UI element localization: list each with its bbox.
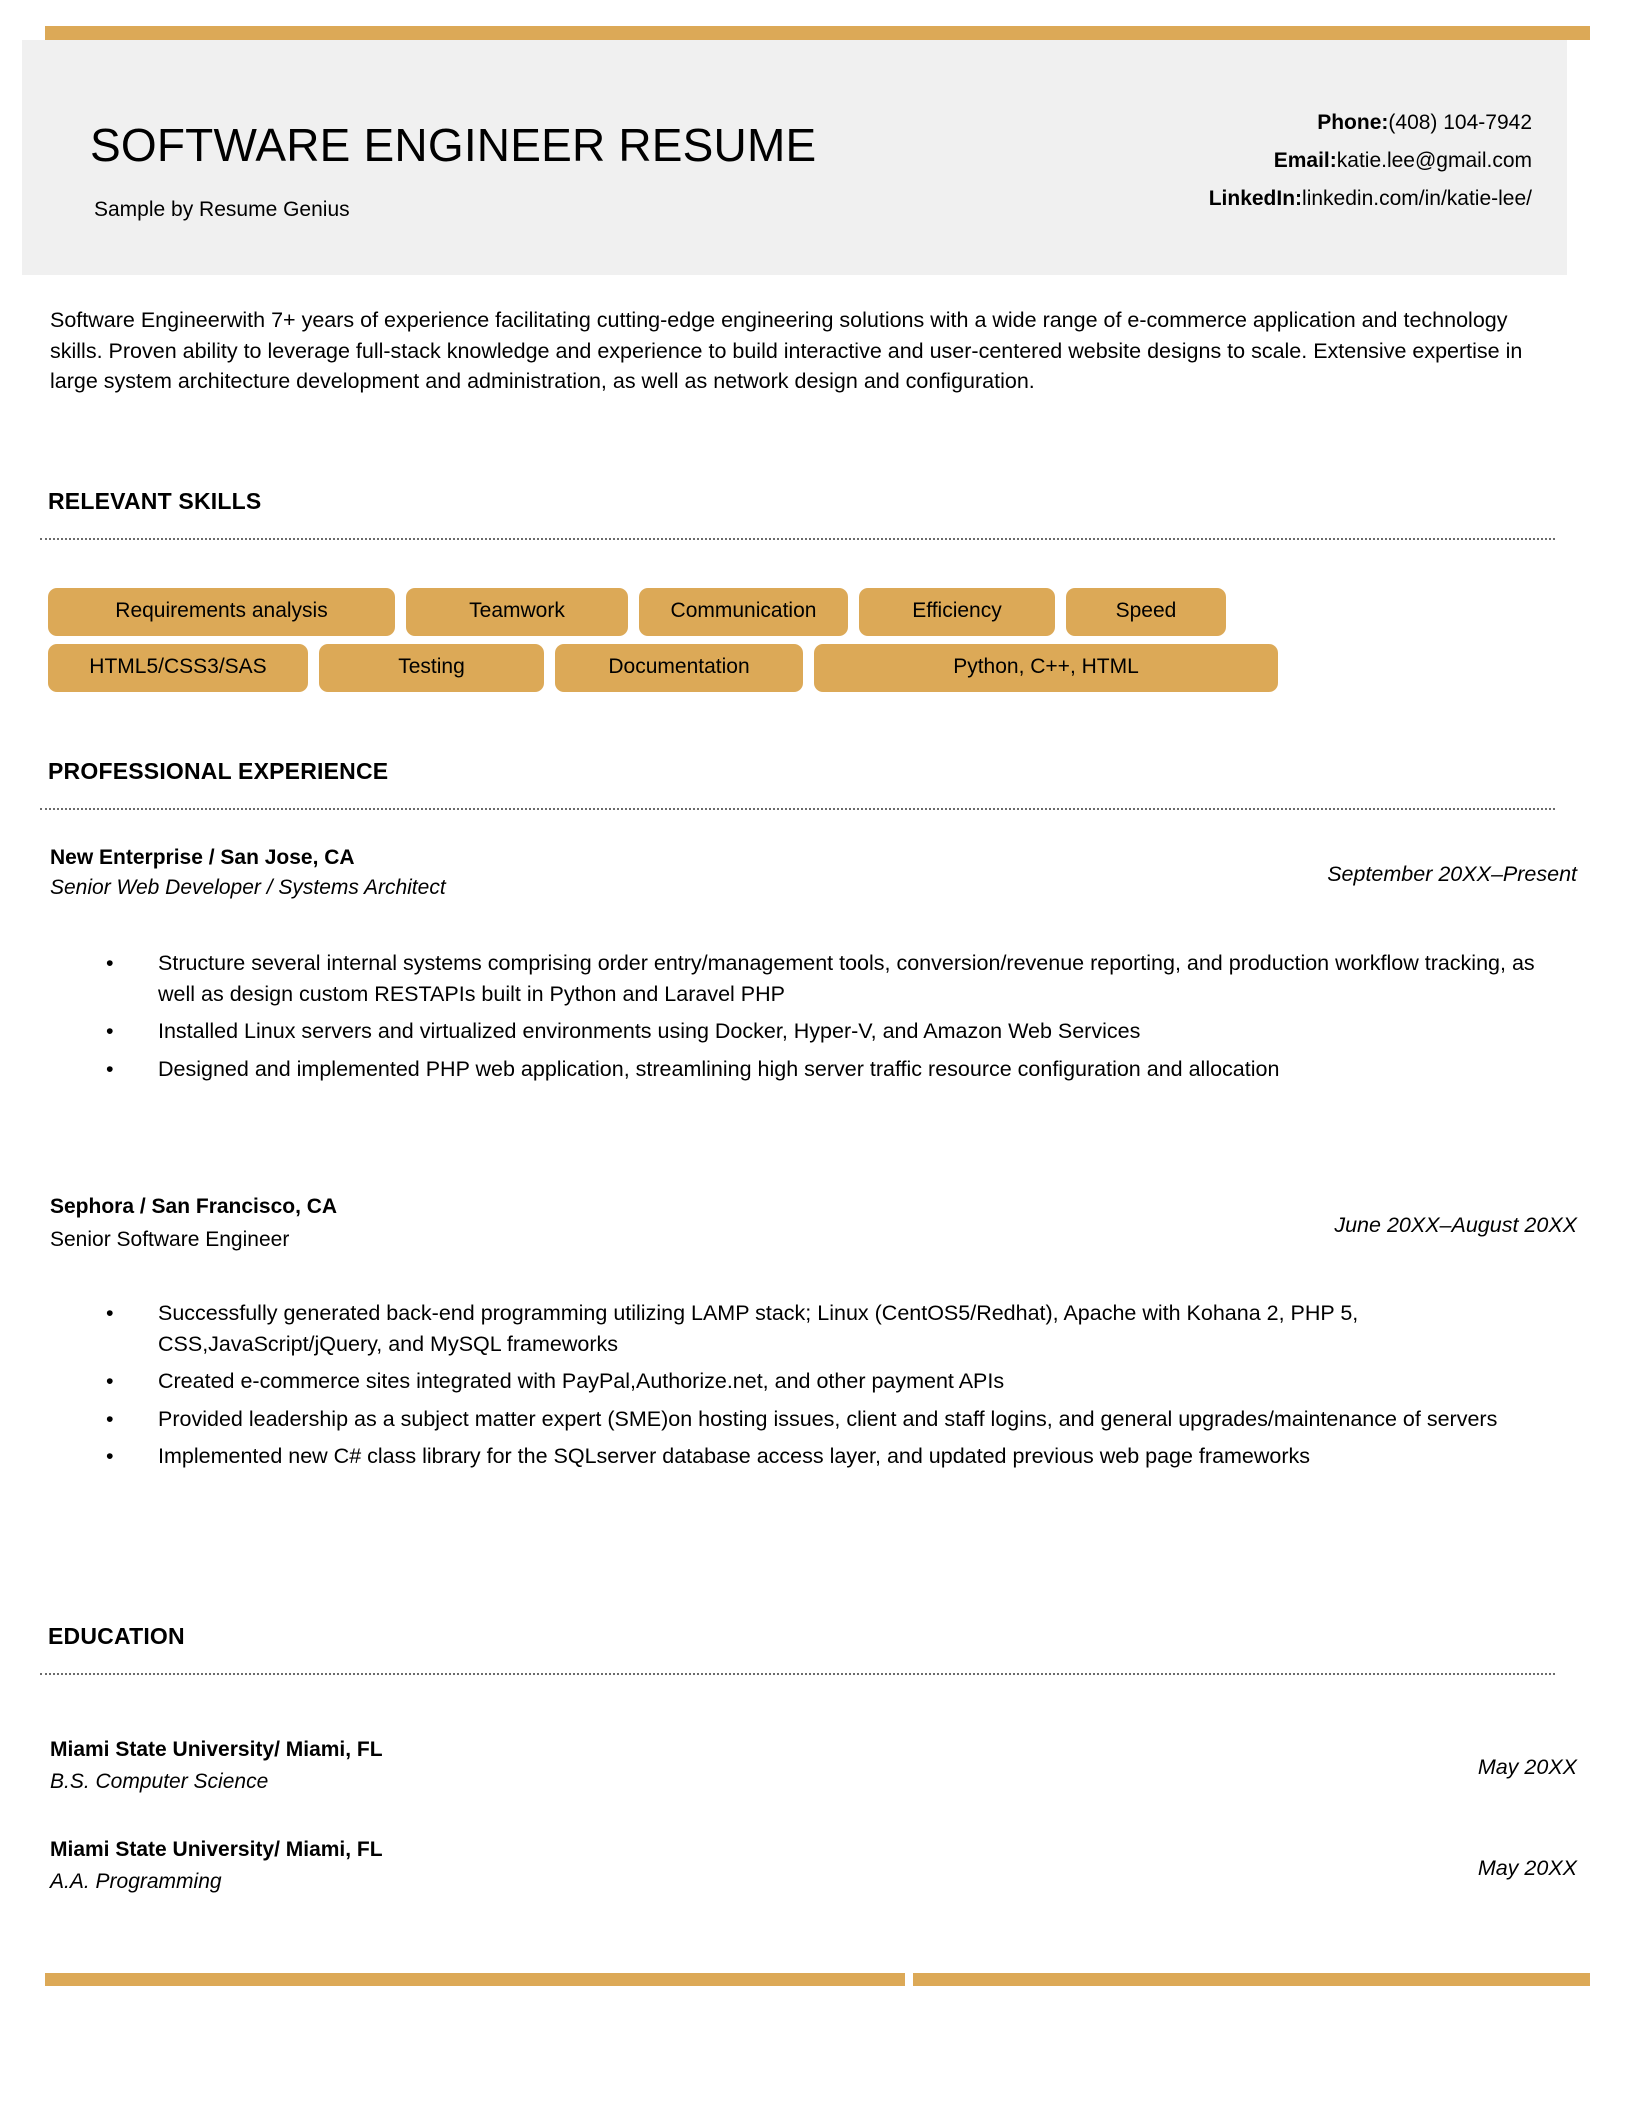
contact-email[interactable] xyxy=(1209,150,1532,171)
section-heading-experience: PROFESSIONAL EXPERIENCE xyxy=(48,758,389,784)
skill-pill[interactable]: Python, C++, HTML xyxy=(814,644,1278,692)
list-item xyxy=(100,948,1555,1010)
contact-email-label: Email: xyxy=(1273,149,1337,172)
list-item-text: Provided leadership as a subject matter expert (SME)on hosting issues, client and staff logins, and general upgrades/maintenance of servers xyxy=(158,1406,1498,1431)
experience-role: Senior Software Engineer xyxy=(50,1228,290,1251)
list-item xyxy=(100,1016,1555,1047)
contact-phone xyxy=(1209,112,1532,133)
education-school: Miami State University/ Miami, FL xyxy=(50,1838,383,1861)
experience-date: September 20XX–Present xyxy=(1327,862,1577,886)
bullet-icon: • xyxy=(106,1019,114,1044)
divider-education xyxy=(40,1673,1555,1675)
list-item xyxy=(100,1441,1555,1472)
header-subtitle: Sample by Resume Genius xyxy=(94,198,350,221)
bullet-icon: • xyxy=(106,1301,114,1325)
contact-phone-label: Phone: xyxy=(1317,111,1389,134)
experience-role: Senior Web Developer / Systems Architect xyxy=(50,876,446,899)
professional-summary: Software Engineerwith 7+ years of experience facilitating cutting-edge engineering solutions with a wide range of e-commerce application and technology skills. Proven ability to leverage full-stack knowledge and experience to build interactive and user-centered website designs to scale. Extensive expertise in large system architecture development and administration, as well as network design and configuration. xyxy=(50,308,1523,394)
education-school: Miami State University/ Miami, FL xyxy=(50,1738,383,1761)
bottom-accent-bar-gap xyxy=(905,1973,913,1986)
experience-bullets xyxy=(100,1298,1555,1478)
experience-bullets xyxy=(100,948,1555,1091)
skill-pill[interactable]: HTML5/CSS3/SAS xyxy=(48,644,308,692)
experience-company: Sephora / San Francisco, CA xyxy=(50,1195,338,1218)
list-item-text: Successfully generated back-end programming utilizing LAMP stack; Linux (CentOS5/Redhat), Apache with Kohana 2, PHP 5, CSS,JavaScript/jQuery, and MySQL frameworks xyxy=(158,1301,1359,1357)
divider-experience xyxy=(40,808,1555,810)
list-item-text: Implemented new C# class library for the SQLserver database access layer, and updated previous web page frameworks xyxy=(158,1443,1311,1468)
skill-pill[interactable]: Requirements analysis xyxy=(48,588,395,636)
section-heading-education: EDUCATION xyxy=(48,1623,185,1649)
list-item-text: Installed Linux servers and virtualized environments using Docker, Hyper-V, and Amazon Web Services xyxy=(158,1019,1141,1044)
page-title: SOFTWARE ENGINEER RESUME xyxy=(90,119,817,171)
section-heading-skills: RELEVANT SKILLS xyxy=(48,488,262,514)
bullet-icon: • xyxy=(106,1369,114,1394)
skills-row-1 xyxy=(48,588,1548,636)
skills-list xyxy=(48,588,1548,700)
bottom-accent-bar xyxy=(45,1973,1590,1986)
education-degree: B.S. Computer Science xyxy=(50,1770,269,1793)
skill-pill[interactable]: Communication xyxy=(639,588,848,636)
top-accent-bar xyxy=(45,26,1590,40)
education-degree: A.A. Programming xyxy=(50,1870,222,1893)
list-item xyxy=(100,1054,1555,1085)
contact-linkedin[interactable] xyxy=(1209,188,1532,209)
education-date: May 20XX xyxy=(1477,1755,1577,1779)
contact-phone-value: (408) 104-7942 xyxy=(1388,111,1532,134)
list-item-text: Structure several internal systems comprising order entry/management tools, conversion/revenue reporting, and production workflow tracking, as well as design custom RESTAPIs built in Python and Laravel PHP xyxy=(158,951,1535,1007)
experience-date: June 20XX–August 20XX xyxy=(1334,1213,1577,1237)
education-date: May 20XX xyxy=(1477,1856,1577,1880)
skill-pill[interactable]: Teamwork xyxy=(406,588,628,636)
skill-pill[interactable]: Documentation xyxy=(555,644,803,692)
divider-skills xyxy=(40,538,1555,540)
contact-linkedin-value[interactable]: linkedin.com/in/katie-lee/ xyxy=(1302,187,1532,210)
experience-company: New Enterprise / San Jose, CA xyxy=(50,846,355,869)
skill-pill[interactable]: Efficiency xyxy=(859,588,1055,636)
list-item xyxy=(100,1298,1555,1360)
contact-linkedin-label: LinkedIn: xyxy=(1208,187,1303,210)
skills-row-2 xyxy=(48,644,1548,692)
skill-pill[interactable]: Speed xyxy=(1066,588,1226,636)
list-item-text: Designed and implemented PHP web application, streamlining high server traffic resource configuration and allocation xyxy=(158,1056,1280,1081)
bullet-icon: • xyxy=(106,1056,114,1081)
resume-header xyxy=(22,40,1567,275)
skill-pill[interactable]: Testing xyxy=(319,644,544,692)
bullet-icon: • xyxy=(106,951,114,975)
list-item xyxy=(100,1404,1555,1435)
list-item-text: Created e-commerce sites integrated with PayPal,Authorize.net, and other payment APIs xyxy=(158,1369,1005,1394)
contact-email-value[interactable]: katie.lee@gmail.com xyxy=(1336,149,1532,172)
bullet-icon: • xyxy=(106,1443,114,1468)
contact-info xyxy=(1209,112,1532,209)
list-item xyxy=(100,1366,1555,1397)
bullet-icon: • xyxy=(106,1406,114,1431)
